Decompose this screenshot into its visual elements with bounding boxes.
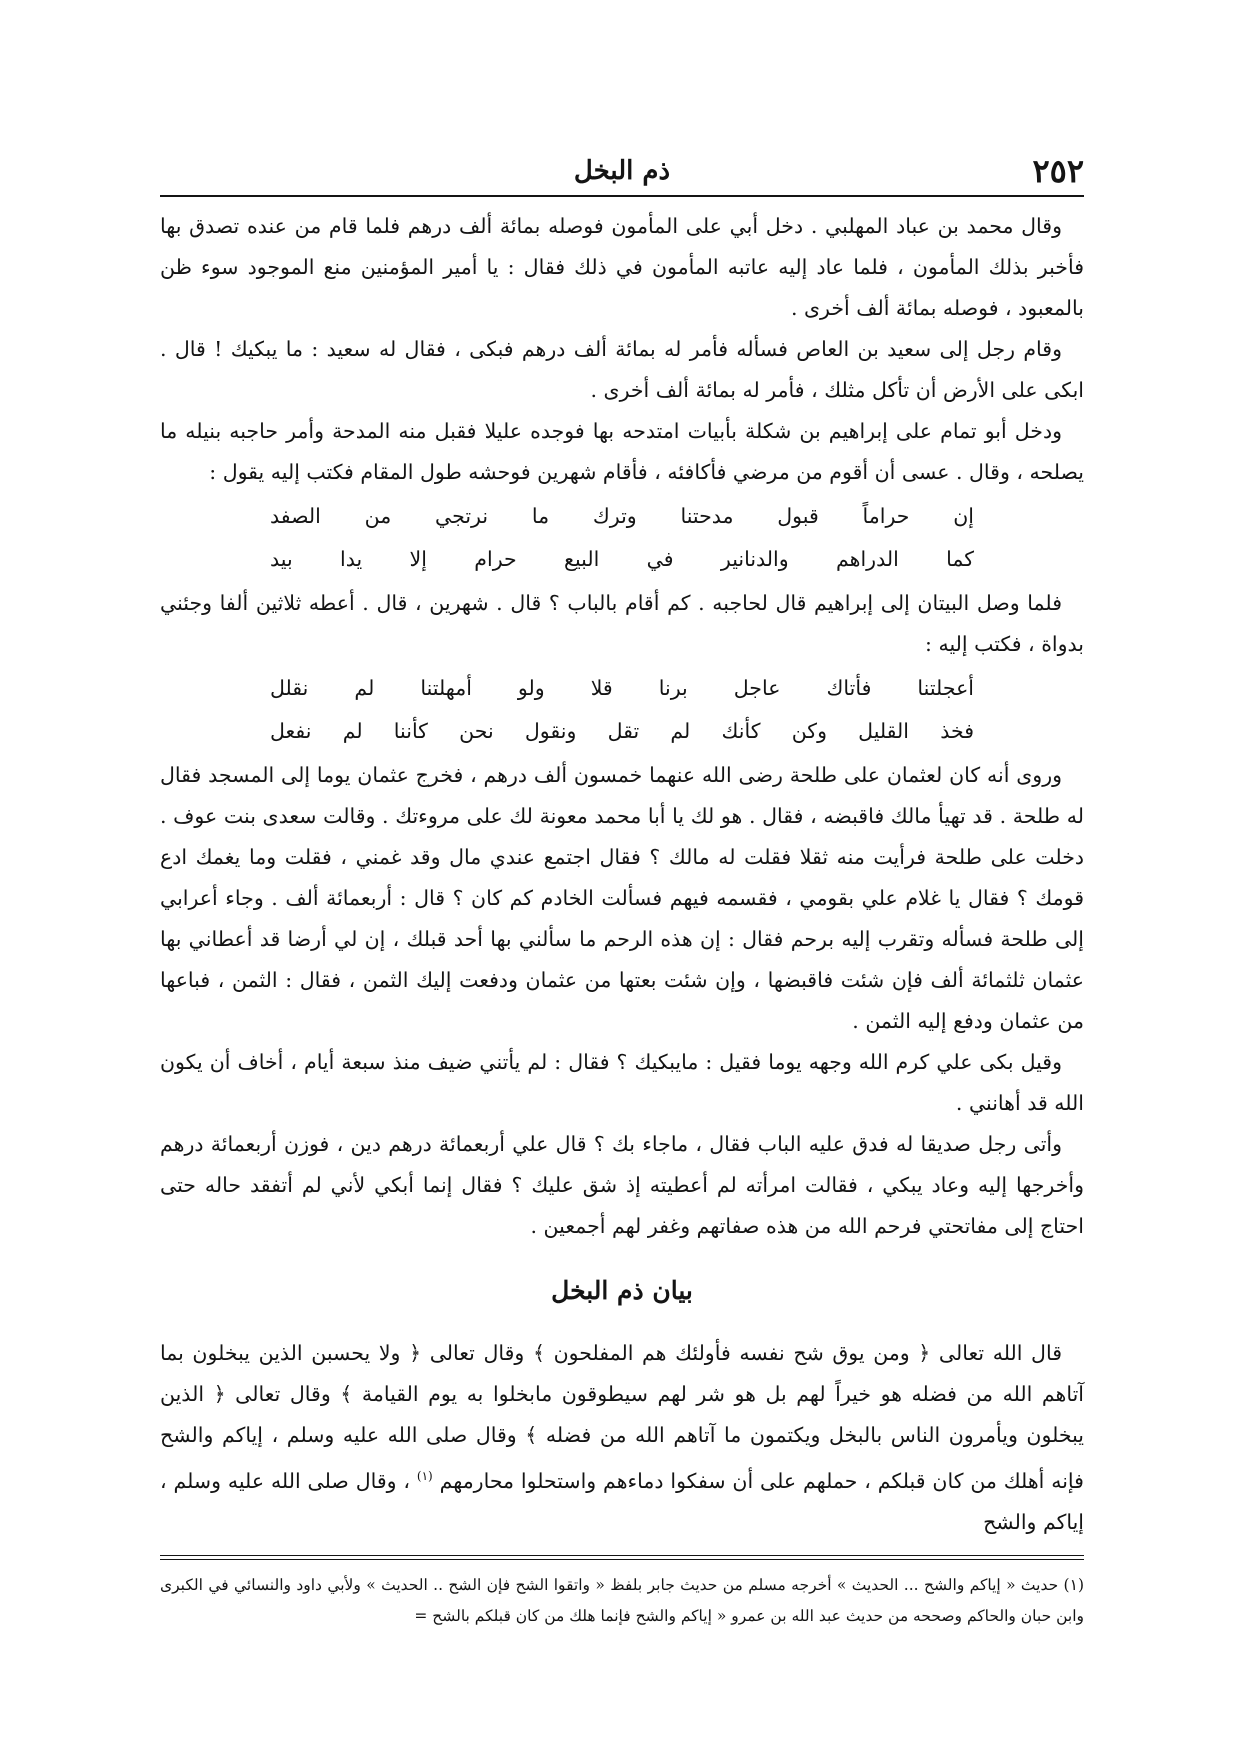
- main-text: [160, 206, 1084, 1543]
- header-rule: [160, 195, 1084, 197]
- paragraph-abu-tammam: ودخل أبو تمام على إبراهيم بن شكلة بأبيات امتدحه بها فوجده عليلا فقبل منه المدحة وأمر حاجبه بنيله ما يصلحه ، وقال . عسى أن أقوم من مرضي فأكافئه ، فأقام شهرين فوحشه طول المقام فكتب إليه يقول :: [160, 419, 1084, 484]
- paragraph-ibrahim-reply: فلما وصل البيتان إلى إبراهيم قال لحاجبه . كم أقام بالباب ؟ قال . شهرين ، قال . أعطه ثلاثين ألفا وجئني بدواة ، فكتب إليه :: [160, 591, 1084, 656]
- poem-verse: إن حراماً قبول مدحتنا وترك ما نرتجي من الصفد: [270, 504, 974, 528]
- poem-ibrahim: [160, 667, 1084, 753]
- quran-verses-tail: ، وقال صلى الله عليه وسلم ، إياكم والشح: [160, 1468, 1084, 1534]
- poem-abu-tammam: [160, 495, 1084, 581]
- section-heading: بيان ذم البخل: [551, 1276, 693, 1305]
- poem-verse: أعجلتنا فأتاك عاجل برنا قلا ولو أمهلتنا لم نقلل: [270, 676, 974, 700]
- footnote-separator-thin: [160, 1559, 1084, 1560]
- footnote-marker: (١): [416, 1469, 433, 1483]
- page-number: ٢٥٢: [1032, 152, 1084, 190]
- paragraph-ali: وقيل بكى علي كرم الله وجهه يوما فقيل : مايبكيك ؟ فقال : لم يأتني ضيف منذ سبعة أيام ، أخاف أن يكون الله قد أهانني .: [160, 1050, 1084, 1115]
- page-header: [160, 150, 1084, 198]
- footnote-separator: [160, 1555, 1084, 1556]
- running-title: ذم البخل: [573, 156, 671, 186]
- paragraph-talha: وروى أنه كان لعثمان على طلحة رضى الله عنهما خمسون ألف درهم ، فخرج عثمان يوما إلى المسجد فقال له طلحة . قد تهيأ مالك فاقبضه ، فقال . هو لك يا أبا محمد معونة لك على مروءتك . وقالت سعدى بنت عوف . دخلت على طلحة فرأيت منه ثقلا فقلت له مالك ؟ فقال اجتمع عندي مال وقد غمني ، فقلت وما يغمك ادع قومك ؟ فقال يا غلام علي بقومي ، فقسمه فيهم فسألت الخادم كم كان ؟ قال : أربعمائة ألف . وجاء أعرابي إلى طلحة فسأله وتقرب إليه برحم فقال : إن هذه الرحم ما سألني بها أحد قبلك ، إن لي أرضا قد أعطاني بها عثمان ثلثمائة ألف فإن شئت فاقبضها ، وإن شئت بعتها من عثمان ودفعت إليك الثمن ، فقال : الثمن ، فباعها من عثمان ودفع إليه الثمن .: [160, 763, 1084, 1033]
- poem-verse: فخذ القليل وكن كأنك لم تقل ونقول نحن كأننا لم نفعل: [270, 719, 974, 743]
- poem-verse: كما الدراهم والدنانير في البيع حرام إلا يدا بيد: [270, 547, 974, 571]
- paragraph-said-bin-al-as: وقام رجل إلى سعيد بن العاص فسأله فأمر له بمائة ألف درهم فبكى ، فقال له سعيد : ما يبكيك ! قال . ابكى على الأرض أن تأكل مثلك ، فأمر له بمائة ألف أخرى .: [160, 337, 1084, 402]
- paragraph-friend-debt: وأتى رجل صديقا له فدق عليه الباب فقال ، ماجاء بك ؟ قال علي أربعمائة درهم دين ، فوزن أربعمائة درهم وأخرجها إليه وعاد يبكي ، فقالت امرأته لم أعطيته إذ شق عليك ؟ فقال إنما أبكي لأني لم أتفقد حاله حتى احتاج إلى مفاتحتي فرحم الله من هذه صفاتهم وغفر لهم أجمعين .: [160, 1132, 1084, 1238]
- quran-verses-text: قال الله تعالى ﴿ ومن يوق شح نفسه فأولئك هم المفلحون ﴾ وقال تعالى ﴿ ولا يحسبن الذين يبخلون بما آتاهم الله من فضله هو خيراً لهم بل هو شر لهم سيطوقون مابخلوا به يوم القيامة ﴾ وقال تعالى ﴿ الذين يبخلون ويأمرون الناس بالبخل ويكتمون ما آتاهم الله من فضله ﴾ وقال صلى الله عليه وسلم ، إياكم والشح فإنه أهلك من كان قبلكم ، حملهم على أن سفكوا دماءهم واستحلوا محارمهم: [160, 1341, 1084, 1493]
- book-page: [160, 150, 1084, 1710]
- footnote: (١) حديث « إياكم والشح ... الحديث » أخرجه مسلم من حديث جابر بلفظ « واتقوا الشح فإن الشح .. الحديث » ولأبي داود والنسائي في الكبرى وابن حبان والحاكم وصححه من حديث عبد الله بن عمرو « إياكم والشح فإنما هلك من كان قبلكم بالشح =: [160, 1575, 1084, 1625]
- paragraph-quran-verses: [160, 1333, 1084, 1543]
- paragraph-al-mamun: وقال محمد بن عباد المهلبي . دخل أبي على المأمون فوصله بمائة ألف درهم فلما قام من عنده تصدق بها فأخبر بذلك المأمون ، فلما عاد إليه عاتبه المأمون في ذلك فقال : يا أمير المؤمنين منع الموجود سوء ظن بالمعبود ، فوصله بمائة ألف أخرى .: [160, 214, 1084, 320]
